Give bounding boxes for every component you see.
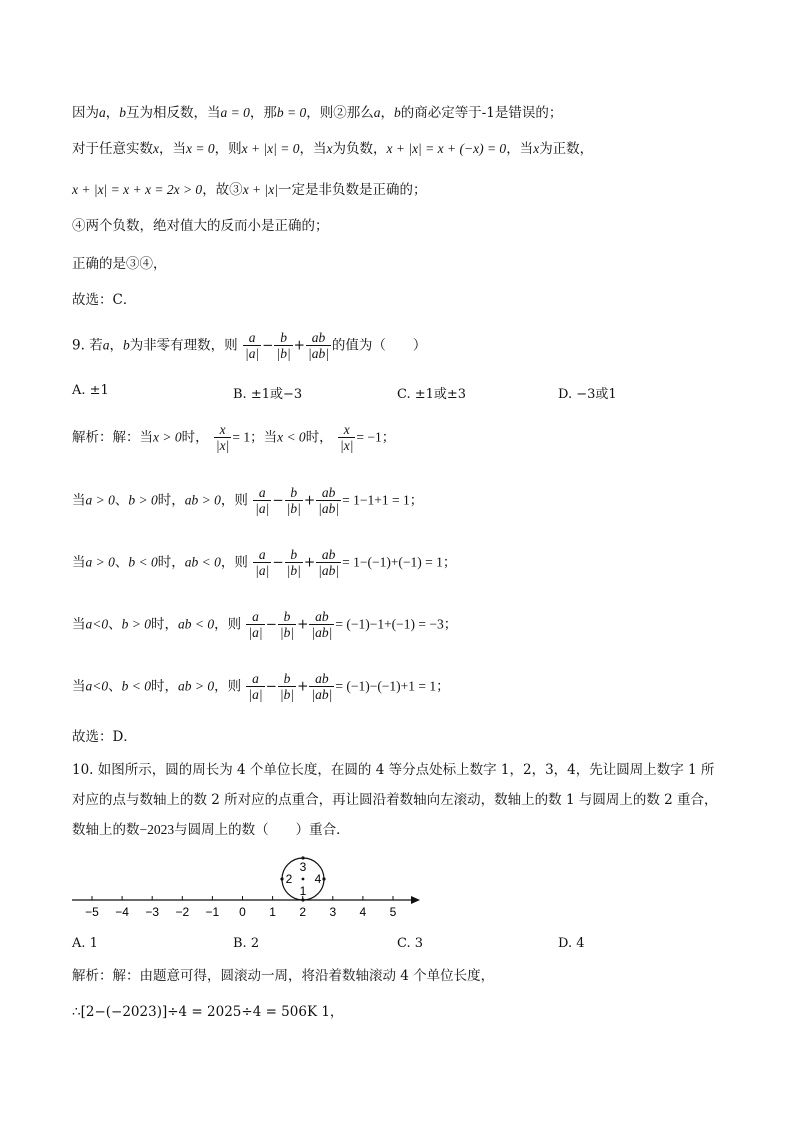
fraction: [285, 485, 303, 517]
math: a<0: [85, 678, 109, 694]
math: a: [373, 105, 381, 120]
denominator: |ab|: [311, 687, 333, 702]
case-4: [72, 671, 450, 703]
tick-label: 3: [329, 905, 337, 919]
text: 当: [72, 616, 86, 633]
circle-point-right: [322, 877, 325, 880]
correct-statement: 正确的是③④，: [72, 256, 167, 272]
math: b < 0: [128, 554, 158, 570]
denominator: |a|: [244, 346, 260, 361]
text: 数轴上的数: [72, 822, 140, 838]
math: a = 0: [220, 105, 250, 120]
analysis-10-calc: ∴[2−(−2023)]÷4 = 2025÷4 = 506K 1，: [72, 1004, 344, 1020]
math: x + |x| = x + x = 2x > 0: [72, 182, 203, 197]
text: 时，: [157, 492, 185, 509]
q10-option-a: A. 1: [72, 936, 98, 951]
fraction: [243, 330, 261, 362]
fraction: [253, 485, 271, 517]
denominator: |x|: [215, 438, 230, 453]
math: = 1: [232, 429, 251, 445]
math: = −1: [356, 429, 382, 445]
math: x: [153, 141, 159, 156]
math: = 1−(−1)+(−1) = 1: [342, 554, 443, 570]
question-number: 9.: [72, 337, 85, 354]
case-3: [72, 609, 457, 641]
tick-label: −2: [175, 905, 190, 919]
circle-point-left: [280, 877, 283, 880]
text: 与圆周上的数（ ）重合．: [174, 822, 350, 838]
math: x: [326, 141, 333, 156]
math: a<0: [85, 616, 109, 632]
text: ，则: [214, 616, 242, 633]
text: ，故③: [202, 182, 243, 198]
question-10-line-2: 对应的点与数轴上的数 2 所对应的点重合，再让圆沿着数轴向左滚动，数轴上的数 1 与圆周上的数 2 重合，: [72, 792, 718, 808]
tick-label: 1: [269, 905, 276, 919]
case-2: [72, 547, 456, 579]
operator: −: [272, 554, 284, 571]
math: ab > 0: [184, 492, 221, 508]
math: ab > 0: [178, 678, 215, 694]
text: ；: [442, 554, 457, 571]
numerator: a: [253, 485, 271, 501]
denominator: |b|: [286, 563, 301, 578]
text: 一定是非负数是正确的；: [277, 182, 427, 198]
text: 为正数，: [539, 141, 594, 157]
math: = 1−1+1 = 1: [342, 492, 410, 508]
text: ；当: [250, 429, 278, 446]
math: b = 0: [276, 105, 307, 120]
text: 时，: [151, 616, 178, 633]
text: ，当: [299, 141, 327, 157]
text: 若: [89, 337, 103, 354]
text: 、: [114, 492, 129, 509]
operator: −: [272, 492, 284, 509]
numerator: ab: [309, 609, 334, 625]
text: ；: [443, 616, 458, 633]
tick-label: −4: [115, 905, 129, 919]
math: a: [102, 337, 110, 353]
question-10-line-3: [72, 820, 350, 840]
fraction: [278, 609, 296, 641]
math: a > 0: [85, 492, 115, 508]
text: -1: [481, 105, 495, 121]
math: x + |x|: [242, 182, 278, 197]
text: 时，: [305, 429, 333, 446]
denominator: |a|: [255, 563, 270, 578]
q10-option-d: D. 4: [558, 936, 585, 951]
text: 解析：解：当: [72, 429, 153, 446]
math: b: [394, 105, 401, 120]
tick-label: 5: [389, 905, 397, 919]
text: ，则: [220, 492, 248, 509]
tick-label: −1: [205, 905, 220, 919]
operator: −: [265, 678, 277, 695]
text: ，则②那么: [306, 105, 374, 121]
numerator: a: [253, 547, 271, 563]
math: b > 0: [121, 616, 151, 632]
text: ，当: [506, 141, 534, 157]
math: b: [119, 105, 126, 120]
text: 互为相反数，当: [126, 105, 221, 121]
numerator: ab: [316, 485, 341, 501]
fraction: [309, 609, 334, 641]
q9-option-d: D. −3或1: [558, 387, 617, 402]
text: ，: [109, 337, 123, 354]
denominator: |x|: [339, 438, 354, 453]
circle-center-dot: [302, 878, 305, 881]
axis-arrow-icon: [411, 896, 420, 904]
answer-q9: 故选：D．: [72, 729, 137, 745]
analysis-9-intro: [72, 422, 395, 454]
tick-label: −5: [85, 905, 99, 919]
numerator: b: [278, 671, 296, 687]
q9-option-c: C. ±1或±3: [397, 387, 467, 402]
text: 时，: [157, 554, 185, 571]
math: a: [99, 105, 106, 120]
circle-label-right: 4: [314, 872, 322, 886]
math: x > 0: [153, 429, 182, 445]
operator: +: [293, 337, 305, 354]
text: ，则: [220, 554, 248, 571]
math: b > 0: [128, 492, 158, 508]
text: 为非零有理数，则: [129, 337, 238, 354]
circle-label-bottom: 1: [299, 884, 307, 898]
question-10-line-1: 10. 如图所示，圆的周长为 4 个单位长度，在圆的 4 等分点处标上数字 1，2，3，4，先让圆周上数字 1 所: [72, 762, 715, 778]
numerator: x: [214, 422, 231, 438]
math: b < 0: [121, 678, 151, 694]
text: 为负数，: [332, 141, 387, 157]
text: 、: [108, 678, 122, 695]
fraction: [274, 330, 292, 362]
text: ；: [381, 429, 396, 446]
math: = (−1)−(−1)+1 = 1: [335, 678, 437, 694]
text: ，则: [214, 678, 242, 695]
denominator: |a|: [248, 687, 263, 702]
text: 的值为（ ）: [331, 337, 427, 354]
text: ，: [380, 105, 394, 121]
denominator: |b|: [276, 346, 291, 361]
text: 的商必定等于: [400, 105, 482, 121]
numerator: b: [278, 609, 296, 625]
numerator: x: [338, 422, 355, 438]
fraction: [306, 330, 331, 362]
denominator: |b|: [279, 687, 295, 702]
case-1: [72, 485, 423, 517]
text: 时，: [181, 429, 209, 446]
tick-label: 2: [299, 905, 307, 919]
text: ，: [105, 105, 120, 121]
denominator: |ab|: [318, 563, 340, 578]
text: 当: [72, 678, 86, 695]
numerator: ab: [306, 330, 331, 346]
text: 、: [114, 554, 129, 571]
numerator: b: [285, 485, 303, 501]
tick-label: −3: [145, 905, 160, 919]
fraction: [246, 609, 264, 641]
q10-option-c: C. 3: [397, 936, 424, 951]
tick-label: 4: [359, 905, 367, 919]
explanation-line-3: [72, 180, 426, 200]
text: ，当: [159, 141, 186, 157]
math: ab < 0: [184, 554, 221, 570]
math: x < 0: [277, 429, 306, 445]
fraction: [246, 671, 264, 703]
fraction: [278, 671, 296, 703]
math: ab < 0: [178, 616, 215, 632]
analysis-10-intro: 解析：解：由题意可得，圆滚动一周，将沿着数轴滚动 4 个单位长度，: [72, 968, 495, 984]
text: 当: [72, 554, 86, 571]
numerator: ab: [316, 547, 341, 563]
fraction: [253, 547, 271, 579]
text: 时，: [151, 678, 178, 695]
fraction: [316, 485, 341, 517]
text: ；: [409, 492, 424, 509]
explanation-line-4: ④两个负数，绝对值大的反而小是正确的；: [72, 218, 329, 234]
math: x: [533, 141, 540, 156]
text: 是错误的；: [494, 105, 563, 121]
denominator: |ab|: [307, 346, 329, 361]
denominator: |ab|: [311, 625, 333, 640]
math: x + |x| = x + (−x) = 0: [386, 141, 507, 156]
operator: +: [297, 678, 309, 695]
math: x = 0: [186, 141, 215, 156]
math: = (−1)−1+(−1) = −3: [335, 616, 444, 632]
q10-option-b: B. 2: [233, 936, 260, 951]
text: 、: [108, 616, 122, 633]
denominator: |a|: [255, 501, 270, 516]
number-line-figure: [60, 848, 440, 923]
math: b: [122, 337, 130, 353]
operator: +: [297, 616, 309, 633]
denominator: |b|: [279, 625, 295, 640]
answer-q8: 故选：C．: [72, 292, 137, 308]
text: 当: [72, 492, 86, 509]
question-9: [72, 330, 426, 362]
q9-option-b: B. ±1或−3: [233, 387, 303, 402]
numerator: a: [246, 609, 264, 625]
numerator: b: [274, 330, 292, 346]
explanation-line-1: [72, 103, 562, 123]
circle-label-left: 2: [285, 872, 293, 886]
numerator: b: [285, 547, 303, 563]
circle-label-top: 3: [299, 860, 307, 874]
math: a > 0: [85, 554, 115, 570]
text: ；: [436, 678, 450, 695]
fraction: [316, 547, 341, 579]
q9-option-a: A. ±1: [72, 383, 109, 398]
denominator: |b|: [286, 501, 301, 516]
tick-label: 0: [239, 905, 246, 919]
operator: +: [303, 554, 316, 571]
operator: −: [262, 337, 274, 354]
text: 因为: [72, 105, 99, 121]
denominator: |ab|: [318, 501, 340, 516]
denominator: |a|: [248, 625, 263, 640]
fraction: [285, 547, 303, 579]
numerator: ab: [309, 671, 334, 687]
text: 对于任意实数: [72, 141, 153, 157]
math: −2023: [139, 822, 175, 837]
text: ，则: [214, 141, 242, 157]
explanation-line-2: [72, 139, 593, 159]
circle-point-bottom: [301, 898, 304, 901]
operator: +: [303, 492, 316, 509]
text: ，那: [249, 105, 277, 121]
fraction: [309, 671, 334, 703]
numerator: a: [246, 671, 264, 687]
math: x + |x| = 0: [241, 141, 300, 156]
numerator: a: [243, 330, 261, 346]
fraction: [338, 422, 355, 454]
fraction: [214, 422, 231, 454]
operator: −: [265, 616, 277, 633]
